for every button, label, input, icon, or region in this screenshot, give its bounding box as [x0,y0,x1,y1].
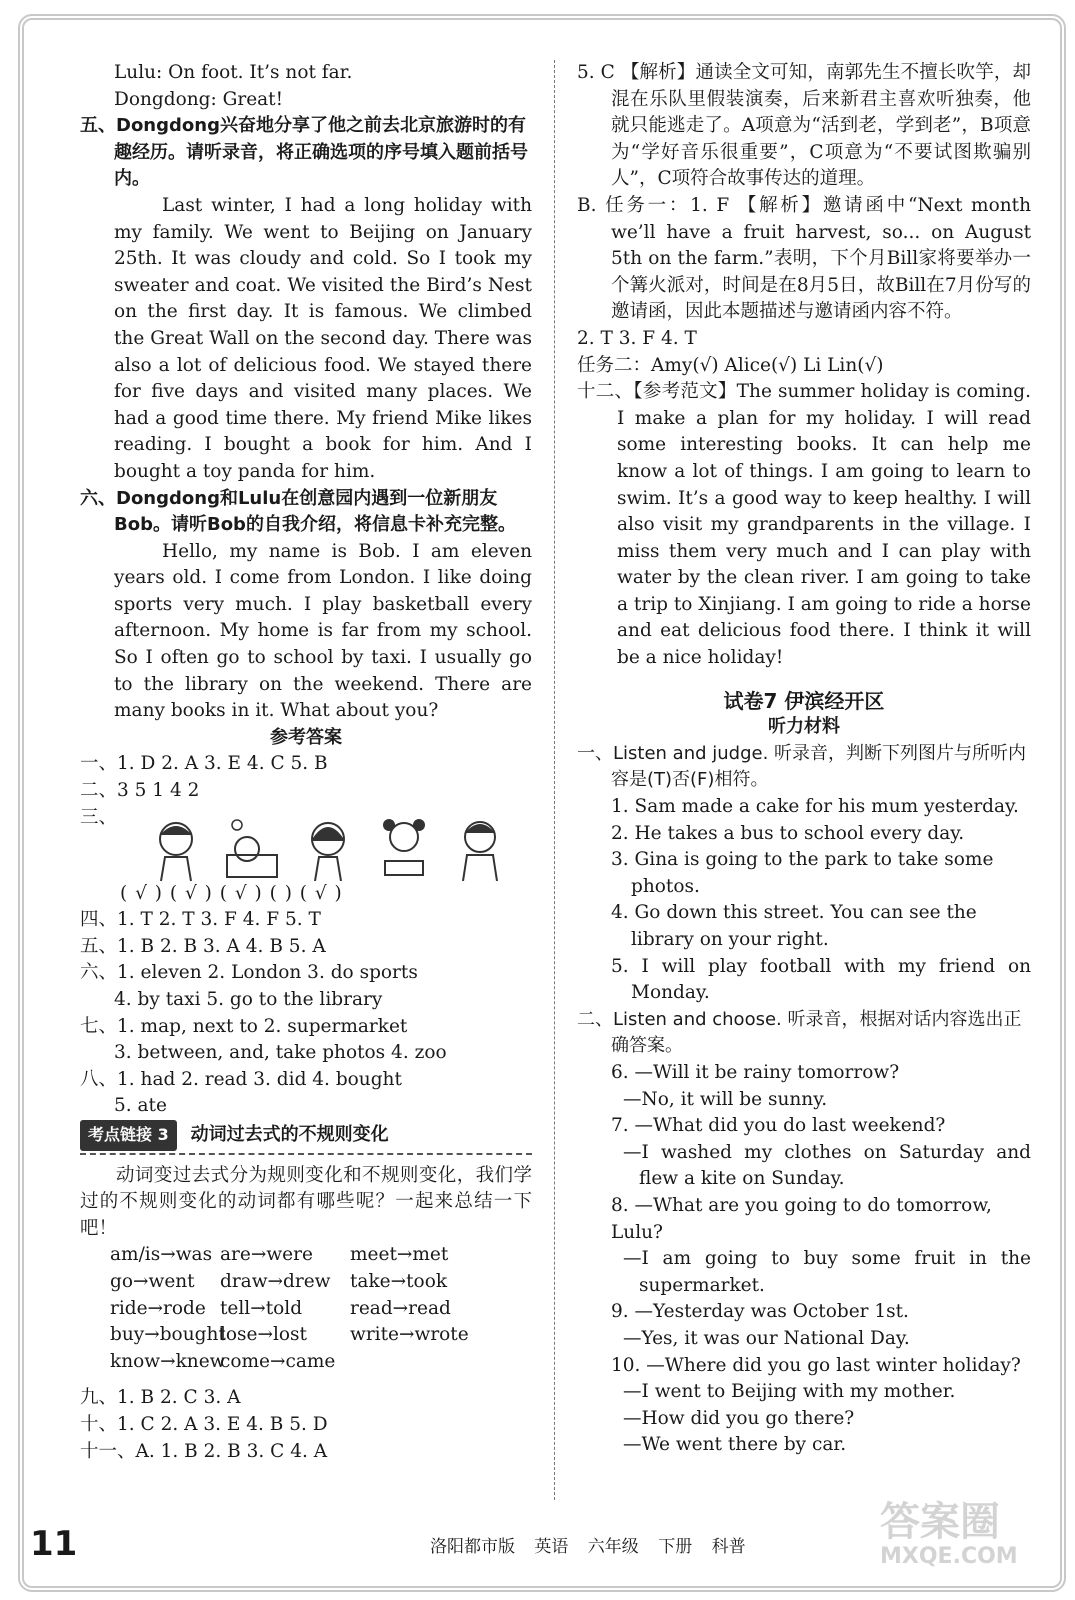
verb-item: buy→bought [110,1324,226,1346]
listening-material-title: 听力材料 [768,716,840,738]
q2-line: —Yes, it was our National Day. [623,1327,910,1349]
q1-item: 4. Go down this street. You can see the library on your right. [611,902,977,950]
answer-5-explanation: 5. C 【解析】通读全文可知，南郭先生不擅长吹竽，却混在乐队里假装演奏，后来新君主喜欢听独奏，他就只能逃走了。A项意为“活到老，学到老”，B项意为“学好音乐很重要”，C项意为“不要试图欺骗别人”，C项符合故事传达的道理。 [577,62,1031,190]
answer-6-cont: 4. by taxi 5. go to the library [114,989,383,1010]
q1-item: 2. He takes a bus to school every day. [611,822,965,844]
answer-b-task2: 任务二：Amy(√) Alice(√) Li Lin(√) [577,354,884,376]
q2-line: —How did you go there? [623,1407,855,1429]
test-7-title: 试卷7 伊滨经开区 [723,688,885,713]
section-5-heading: 五、Dongdong兴奋地分享了他之前去北京旅游时的有趣经历。请听录音，将正确选项的序号填入题前括号内。 [80,115,528,190]
q2-line: 8. —What are you going to do tomorrow, Lulu? [611,1194,992,1243]
verb-item: ride→rode [110,1297,206,1319]
watermark-logo [880,1500,1030,1570]
answer-7: 七、1. map, next to 2. supermarket [80,1015,408,1037]
q2-line: —No, it will be sunny. [623,1088,828,1110]
verb-item: write→wrote [350,1324,469,1346]
answer-b-task1: B. 任务一：1. F 【解析】邀请函中“Next month we’ll have a fruit harvest, so... on August 5th on the farm.”表明，下个月Bill家将要举办一个篝火派对，时间是在8月5日，故Bill在7月份写的邀请函，因此本题描述与邀请函内容不符。 [577,194,1031,323]
left-column [80,60,532,1465]
key-point-title: 动词过去式的不规则变化 [190,1123,389,1145]
listen-choose-heading: 二、Listen and choose. 听录音，根据对话内容选出正确答案。 [577,1008,1022,1057]
verb-item [350,1349,480,1376]
key-point-tag: 考点链接 3 [80,1120,177,1151]
answer-12-essay: 十二、【参考范文】The summer holiday is coming. I make a plan for my holiday. I will read some interesting books. It can help me know a lot of things. I am going to learn to swim. It’s a good way to keep healthy. I will also visit my grandparents in the village. I miss them very much and I can play with water by the clean river. I am going to take a trip to Xinjiang. I am going to ride a horse and eat delicious food there. I think it will be a nice holiday! [577,381,1031,669]
child-in-bed-illustration [223,815,281,881]
q1-item: 1. Sam made a cake for his mum yesterday. [611,796,1019,818]
verb-item: tell→told [220,1297,303,1319]
key-point-intro: 动词变过去式分为规则变化和不规则变化，我们学过的不规则变化的动词都有哪些呢？一起来总结一下吧！ [80,1164,532,1239]
answer-8-cont: 5. ate [114,1095,167,1117]
answer-3-checks: ( √ ) ( √ ) ( √ ) ( ) ( √ ) [120,882,343,904]
dialog-line: Dongdong: Great! [114,88,284,110]
verb-item: come→came [220,1350,336,1372]
column-divider [554,60,555,1500]
verb-item: take→took [350,1270,448,1292]
answer-4: 四、1. T 2. T 3. F 4. F 5. T [80,909,321,931]
verb-item: go→went [110,1270,195,1292]
answer-10: 十、1. C 2. A 3. E 4. B 5. D [80,1413,328,1435]
q2-line: 6. —Will it be rainy tomorrow? [611,1061,900,1083]
dialog-line: Lulu: On foot. It’s not far. [114,62,353,83]
q1-item: 3. Gina is going to the park to take some photos. [611,849,994,897]
girl-illustration [299,815,357,881]
listen-judge-heading: 一、Listen and judge. 听录音，判断下列图片与所听内容是(T)否(F)相符。 [577,742,1027,791]
passage-5: Last winter, I had a long holiday with my family. We went to Beijing on January 25th. It was cloudy and cold. So I took my sweater and coat. We visited the Bird’s Nest on the first day. It is famous. We climbed the Great Wall on the second day. There was also a lot of delicious food. We stayed there for five days and visited many places. We had a good time there. My friend Mike likes reading. I bought a book for him. And I bought a toy panda for him. [114,194,532,482]
verb-item: know→knew [110,1350,226,1372]
verb-item: lose→lost [220,1324,307,1346]
verb-item: meet→met [350,1244,449,1266]
answer-3-pictures [117,805,509,881]
answer-5: 五、1. B 2. B 3. A 4. B 5. A [80,935,326,957]
q2-line: 7. —What did you do last weekend? [611,1115,946,1137]
answer-b-rest: 2. T 3. F 4. T [577,327,697,349]
verb-item: are→were [220,1244,313,1266]
child-sick-illustration [147,815,205,881]
watermark-text: 答案圈 [880,1499,1000,1545]
answer-6: 六、1. eleven 2. London 3. do sports [80,962,418,984]
verb-item: read→read [350,1297,451,1319]
q2-line: —I washed my clothes on Saturday and flew a kite on Sunday. [623,1141,1031,1190]
q2-line: —I am going to buy some fruit in the supermarket. [623,1248,1031,1296]
q2-line: 9. —Yesterday was October 1st. [611,1301,909,1323]
footer-text: 洛阳都市版 英语 六年级 下册 科普 [430,1537,746,1557]
q2-line: 10. —Where did you go last winter holiday? [611,1354,1021,1376]
q2-line: —I went to Beijing with my mother. [623,1381,956,1403]
answer-3: 三、 [80,806,118,828]
girl-eating-illustration [375,815,433,881]
verb-table [80,1242,532,1375]
answer-9: 九、1. B 2. C 3. A [80,1387,241,1409]
answers-title: 参考答案 [270,726,342,748]
section-6-heading: 六、Dongdong和Lulu在创意园内遇到一位新朋友Bob。请听Bob的自我介绍，将信息卡补充完整。 [80,487,516,536]
key-point-box [80,1120,532,1155]
watermark-url: MXQE.COM [880,1544,1018,1569]
verb-item: am/is→was [110,1244,213,1266]
q1-item: 5. I will play football with my friend on Monday. [611,955,1031,1004]
answer-11: 十一、A. 1. B 2. B 3. C 4. A [80,1440,328,1462]
passage-6: Hello, my name is Bob. I am eleven years old. I come from London. I like doing sports very much. I play basketball every afternoon. My home is far from my school. So I often go to school by taxi. I usually go to the library on the weekend. There are many books in it. What about you? [114,540,532,722]
right-column [577,60,1031,1459]
page-number: 11 [30,1524,78,1564]
verb-item: draw→drew [220,1270,331,1292]
answer-7-cont: 3. between, and, take photos 4. zoo [114,1042,447,1064]
boy-illustration [451,815,509,881]
q2-line: —We went there by car. [623,1434,847,1456]
answer-2: 二、3 5 1 4 2 [80,780,200,802]
answer-1: 一、1. D 2. A 3. E 4. C 5. B [80,753,328,775]
answer-8: 八、1. had 2. read 3. did 4. bought [80,1068,402,1090]
